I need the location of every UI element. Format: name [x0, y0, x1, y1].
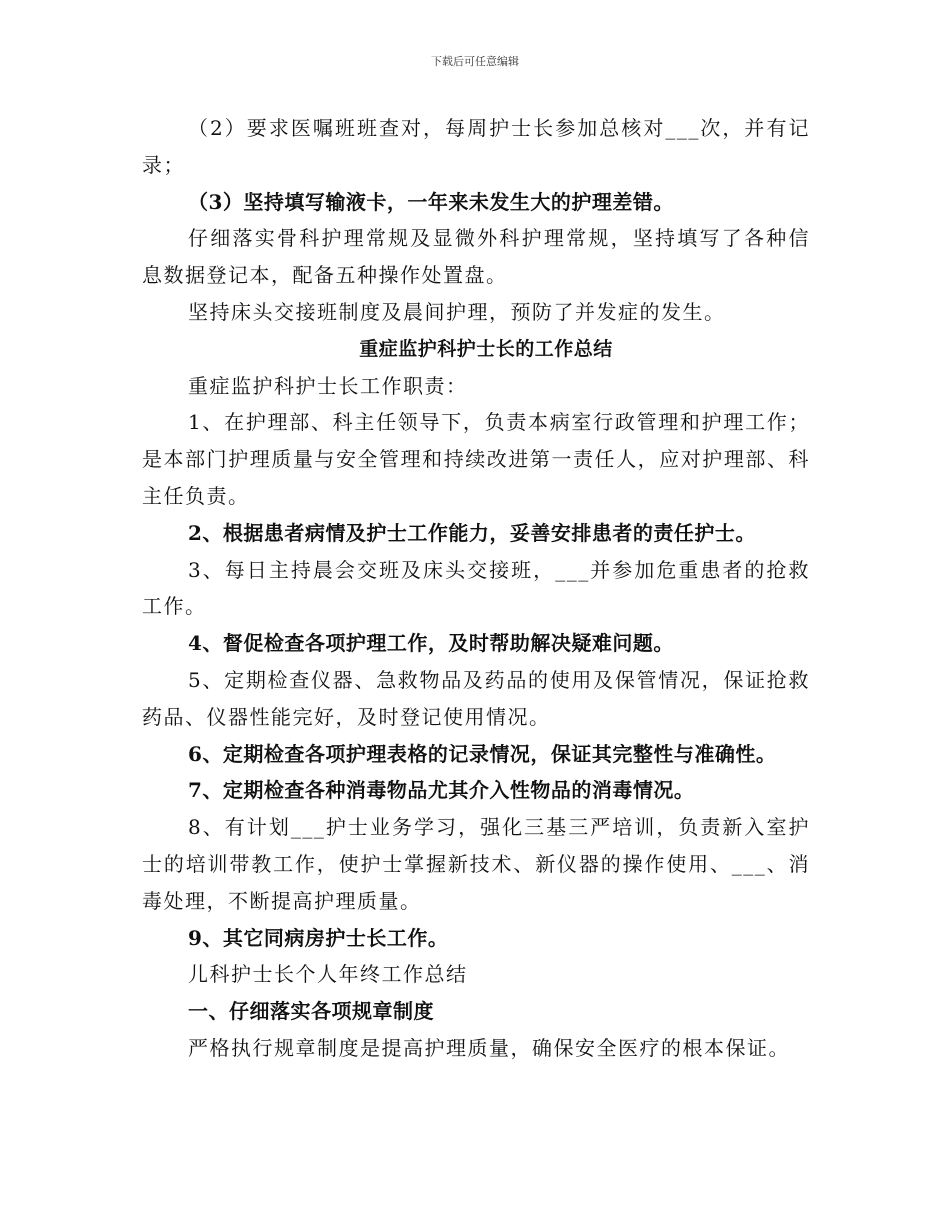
paragraph-check-orders: （2）要求医嘱班班查对，每周护士长参加总核对___次，并有记录； — [142, 116, 810, 177]
paragraph-bedside-handover: 坚持床头交接班制度及晨间护理，预防了并发症的发生。 — [188, 299, 726, 324]
page-header-note: 下载后可任意编辑 — [431, 55, 519, 68]
paragraph-section-one-heading: 一、仔细落实各项规章制度 — [188, 999, 434, 1024]
paragraph-duty-4: 4、督促检查各项护理工作，及时帮助解决疑难问题。 — [188, 631, 674, 656]
paragraph-orthopedic-routine: 仔细落实骨科护理常规及显微外科护理常规，坚持填写了各种信息数据登记本，配备五种操作处置盘。 — [142, 226, 810, 288]
paragraph-infusion-card: （3）坚持填写输液卡，一年来未发生大的护理差错。 — [188, 189, 674, 214]
section-title: 重症监护科护士长的工作总结 — [359, 337, 613, 360]
paragraph-pediatric-summary-title: 儿科护士长个人年终工作总结 — [188, 962, 468, 987]
paragraph-duty-6: 6、定期检查各项护理表格的记录情况，保证其完整性与准确性。 — [188, 741, 777, 766]
paragraph-duty-5: 5、定期检查仪器、急救物品及药品的使用及保管情况，保证抢救药品、仪器性能完好，及时登记使用情况。 — [142, 667, 810, 729]
paragraph-duty-1: 1、在护理部、科主任领导下，负责本病室行政管理和护理工作；是本部门护理质量与安全管理和持续改进第一责任人，应对护理部、科主任负责。 — [142, 410, 810, 508]
paragraph-duty-2: 2、根据患者病情及护士工作能力，妥善安排患者的责任护士。 — [188, 520, 756, 545]
paragraph-duty-7: 7、定期检查各种消毒物品尤其介入性物品的消毒情况。 — [188, 778, 695, 803]
paragraph-duty-8: 8、有计划___护士业务学习，强化三基三严培训，负责新入室护士的培训带教工作，使护士掌握新技术、新仪器的操作使用、___、消毒处理，不断提高护理质量。 — [142, 815, 810, 913]
paragraph-duties-heading: 重症监护科护士长工作职责： — [188, 373, 468, 398]
paragraph-rules-importance: 严格执行规章制度是提高护理质量，确保安全医疗的根本保证。 — [188, 1035, 790, 1060]
document-body — [142, 110, 810, 1067]
paragraph-duty-9: 9、其它同病房护士长工作。 — [188, 925, 449, 950]
paragraph-duty-3: 3、每日主持晨会交班及床头交接班，___并参加危重患者的抢救工作。 — [142, 557, 810, 619]
